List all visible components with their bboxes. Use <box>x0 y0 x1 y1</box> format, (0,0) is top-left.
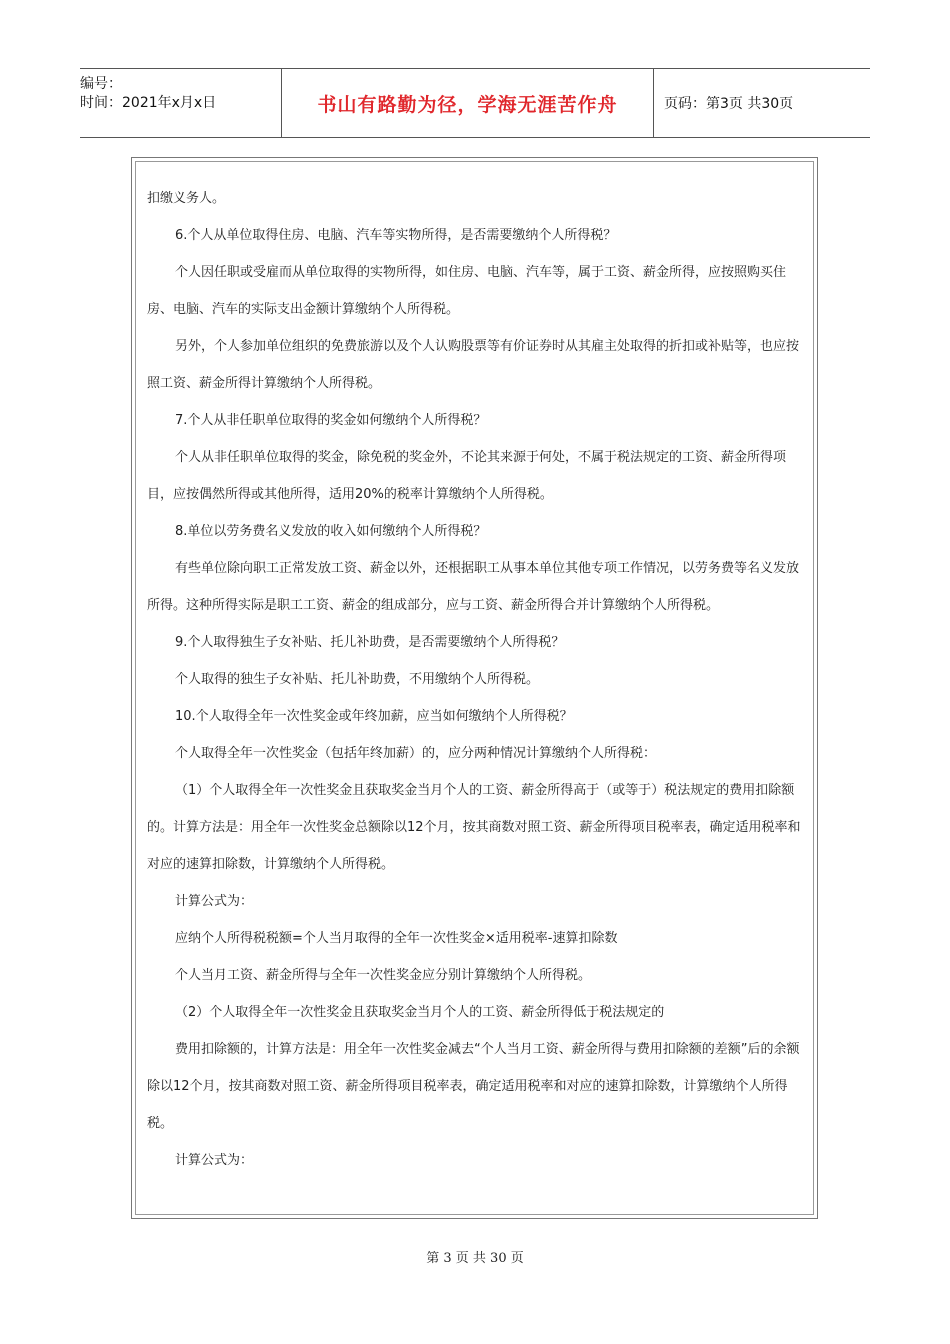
paragraph: 另外，个人参加单位组织的免费旅游以及个人认购股票等有价证券时从其雇主处取得的折扣或补贴等，也应按照工资、薪金所得计算缴纳个人所得税。 <box>147 339 800 391</box>
question-heading: 9.个人取得独生子女补贴、托儿补助费，是否需要缴纳个人所得税？ <box>175 635 565 650</box>
paragraph: 扣缴义务人。 <box>147 191 226 206</box>
content-inner-border <box>135 161 814 1215</box>
paragraph: 个人因任职或受雇而从单位取得的实物所得，如住房、电脑、汽车等，属于工资、薪金所得，应按照购买住房、电脑、汽车的实际支出金额计算缴纳个人所得税。 <box>147 265 787 317</box>
header-motto: 书山有路勤为径，学海无涯苦作舟 <box>281 69 654 137</box>
paragraph: （2）个人取得全年一次性奖金且获取奖金当月个人的工资、薪金所得低于税法规定的 <box>175 1005 665 1020</box>
document-date-label: 时间：2021年x月x日 <box>80 95 217 111</box>
paragraph: 费用扣除额的，计算方法是：用全年一次性奖金减去“个人当月工资、薪金所得与费用扣除额的差额”后的余额除以12个月，按其商数对照工资、薪金所得项目税率表，确定适用税率和对应的速算扣除数，计算缴纳个人所得税。 <box>147 1042 800 1131</box>
formula-label: 计算公式为： <box>175 1153 254 1168</box>
page-header <box>80 68 870 138</box>
question-heading: 8.单位以劳务费名义发放的收入如何缴纳个人所得税？ <box>175 524 487 539</box>
paragraph: 个人当月工资、薪金所得与全年一次性奖金应分别计算缴纳个人所得税。 <box>175 968 592 983</box>
formula: 应纳个人所得税税额=个人当月取得的全年一次性奖金×适用税率-速算扣除数 <box>175 931 618 946</box>
paragraph: 有些单位除向职工正常发放工资、薪金以外，还根据职工从事本单位其他专项工作情况，以劳务费等名义发放所得。这种所得实际是职工工资、薪金的组成部分，应与工资、薪金所得合并计算缴纳个人所得税。 <box>147 561 800 613</box>
page-footer: 第 3 页 共 30 页 <box>426 1251 524 1266</box>
question-heading: 6.个人从单位取得住房、电脑、汽车等实物所得，是否需要缴纳个人所得税？ <box>175 228 617 243</box>
paragraph: （1）个人取得全年一次性奖金且获取奖金当月个人的工资、薪金所得高于（或等于）税法规定的费用扣除额的。计算方法是：用全年一次性奖金总额除以12个月，按其商数对照工资、薪金所得项目税率表，确定适用税率和对应的速算扣除数，计算缴纳个人所得税。 <box>147 783 801 872</box>
paragraph: 个人取得的独生子女补贴、托儿补助费，不用缴纳个人所得税。 <box>175 672 540 687</box>
header-info <box>80 69 281 137</box>
document-number-label: 编号： <box>80 76 122 92</box>
formula-label: 计算公式为： <box>175 894 254 909</box>
header-page-label: 页码：第3页 共30页 <box>664 96 794 112</box>
content-frame <box>131 157 818 1219</box>
question-heading: 7.个人从非任职单位取得的奖金如何缴纳个人所得税？ <box>175 413 487 428</box>
paragraph: 个人取得全年一次性奖金（包括年终加薪）的，应分两种情况计算缴纳个人所得税： <box>175 746 657 761</box>
question-heading: 10.个人取得全年一次性奖金或年终加薪，应当如何缴纳个人所得税？ <box>175 709 573 724</box>
document-body <box>147 180 802 1179</box>
paragraph: 个人从非任职单位取得的奖金，除免税的奖金外，不论其来源于何处，不属于税法规定的工资、薪金所得项目，应按偶然所得或其他所得，适用20%的税率计算缴纳个人所得税。 <box>147 450 787 502</box>
